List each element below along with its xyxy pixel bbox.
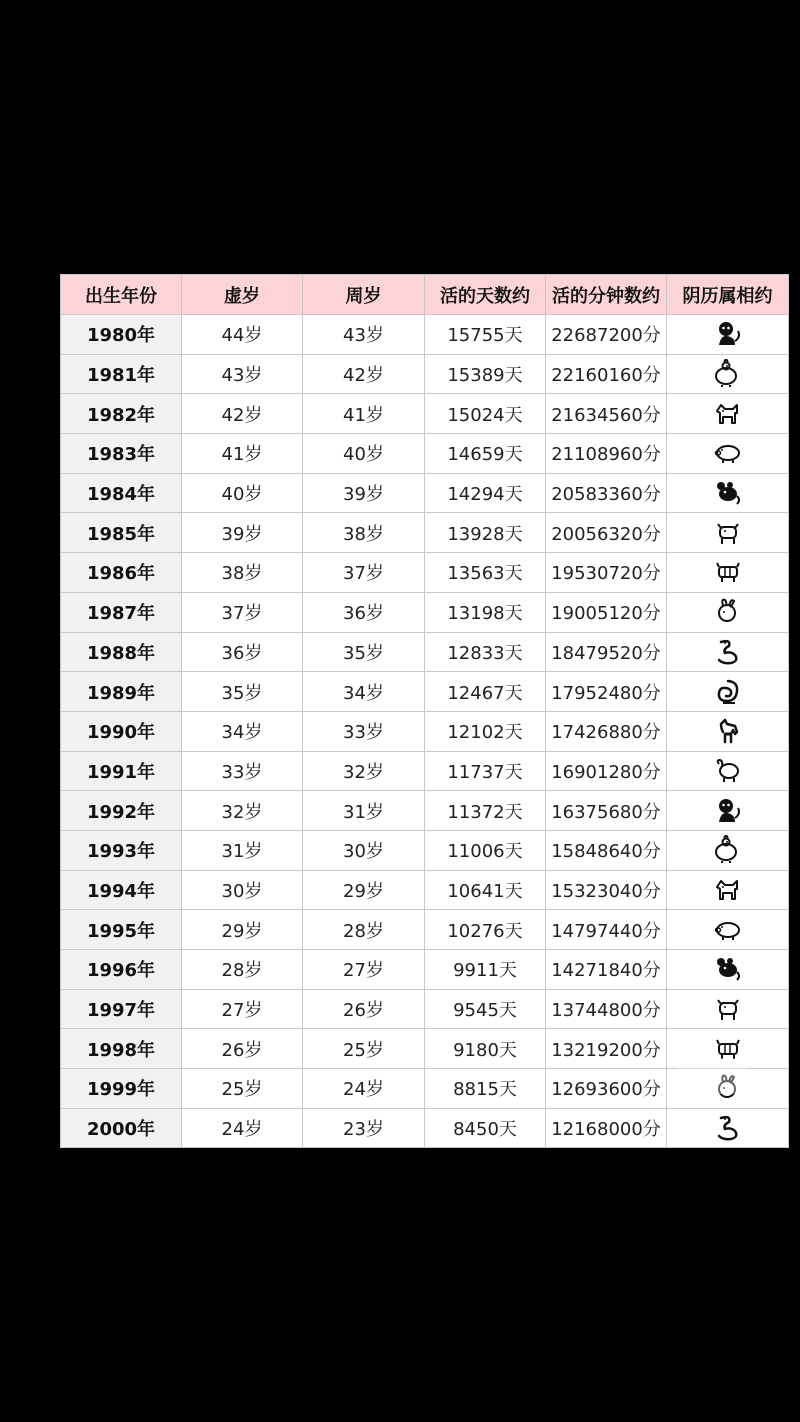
minutes-cell: 19530720分	[546, 553, 667, 593]
zodiac-cell	[667, 830, 789, 870]
days-cell: 13563天	[425, 553, 546, 593]
dragon-icon	[667, 1113, 788, 1143]
zodiac-cell	[667, 553, 789, 593]
zhousui-cell: 29岁	[303, 870, 425, 910]
tiger-icon	[667, 557, 788, 587]
zodiac-cell	[667, 910, 789, 950]
xusui-cell: 26岁	[182, 1029, 303, 1069]
days-cell: 11737天	[425, 751, 546, 791]
zodiac-cell	[667, 1108, 789, 1148]
zhousui-cell: 37岁	[303, 553, 425, 593]
birth-year-cell: 1982年	[61, 394, 182, 434]
xusui-cell: 38岁	[182, 553, 303, 593]
zodiac-cell	[667, 751, 789, 791]
header-zodiac: 阴历属相约	[667, 275, 789, 315]
table-row	[61, 751, 789, 791]
header-days: 活的天数约	[425, 275, 546, 315]
table-row	[61, 830, 789, 870]
zhousui-cell: 42岁	[303, 354, 425, 394]
minutes-cell: 14271840分	[546, 950, 667, 990]
days-cell: 9911天	[425, 950, 546, 990]
zodiac-cell	[667, 434, 789, 474]
days-cell: 15755天	[425, 315, 546, 355]
table-row	[61, 672, 789, 712]
birth-year-cell: 1985年	[61, 513, 182, 553]
days-cell: 8450天	[425, 1108, 546, 1148]
birth-year-cell: 1983年	[61, 434, 182, 474]
birth-year-cell: 1994年	[61, 870, 182, 910]
rabbit-icon	[667, 597, 788, 627]
xusui-cell: 32岁	[182, 791, 303, 831]
minutes-cell: 12693600分	[546, 1069, 667, 1109]
zhousui-cell: 34岁	[303, 672, 425, 712]
table-row	[61, 1108, 789, 1148]
birth-year-cell: 1996年	[61, 950, 182, 990]
zodiac-cell	[667, 870, 789, 910]
table-row	[61, 870, 789, 910]
minutes-cell: 18479520分	[546, 632, 667, 672]
table-row	[61, 394, 789, 434]
days-cell: 10276天	[425, 910, 546, 950]
table-body	[61, 315, 789, 1148]
minutes-cell: 22687200分	[546, 315, 667, 355]
horse-icon	[667, 716, 788, 746]
birth-year-cell: 1984年	[61, 473, 182, 513]
birth-year-cell: 1987年	[61, 592, 182, 632]
zhousui-cell: 33岁	[303, 711, 425, 751]
zodiac-cell	[667, 632, 789, 672]
dragon-icon	[667, 637, 788, 667]
zodiac-cell	[667, 950, 789, 990]
header-xusui: 虚岁	[182, 275, 303, 315]
xusui-cell: 24岁	[182, 1108, 303, 1148]
zodiac-cell	[667, 473, 789, 513]
zodiac-cell	[667, 791, 789, 831]
ox-icon	[667, 994, 788, 1024]
table-row	[61, 473, 789, 513]
header-zhousui: 周岁	[303, 275, 425, 315]
zhousui-cell: 31岁	[303, 791, 425, 831]
pig-icon	[667, 438, 788, 468]
minutes-cell: 17952480分	[546, 672, 667, 712]
minutes-cell: 15323040分	[546, 870, 667, 910]
minutes-cell: 12168000分	[546, 1108, 667, 1148]
zhousui-cell: 38岁	[303, 513, 425, 553]
zodiac-cell	[667, 354, 789, 394]
header-birth-year: 出生年份	[61, 275, 182, 315]
zhousui-cell: 26岁	[303, 989, 425, 1029]
table-row	[61, 315, 789, 355]
zhousui-cell: 27岁	[303, 950, 425, 990]
zodiac-cell	[667, 711, 789, 751]
minutes-cell: 19005120分	[546, 592, 667, 632]
xusui-cell: 40岁	[182, 473, 303, 513]
table-row	[61, 711, 789, 751]
snake-icon	[667, 677, 788, 707]
minutes-cell: 20056320分	[546, 513, 667, 553]
zhousui-cell: 40岁	[303, 434, 425, 474]
zhousui-cell: 24岁	[303, 1069, 425, 1109]
zhousui-cell: 32岁	[303, 751, 425, 791]
rooster-icon	[667, 359, 788, 389]
xusui-cell: 41岁	[182, 434, 303, 474]
days-cell: 12102天	[425, 711, 546, 751]
table-row	[61, 1029, 789, 1069]
table-row	[61, 950, 789, 990]
zhousui-cell: 39岁	[303, 473, 425, 513]
xusui-cell: 44岁	[182, 315, 303, 355]
birth-year-cell: 1998年	[61, 1029, 182, 1069]
table-row	[61, 434, 789, 474]
birth-year-cell: 1990年	[61, 711, 182, 751]
xusui-cell: 33岁	[182, 751, 303, 791]
birth-year-cell: 2000年	[61, 1108, 182, 1148]
xusui-cell: 29岁	[182, 910, 303, 950]
age-table-container	[60, 274, 788, 1148]
xusui-cell: 27岁	[182, 989, 303, 1029]
table-row	[61, 553, 789, 593]
rat-icon	[667, 478, 788, 508]
days-cell: 14659天	[425, 434, 546, 474]
xusui-cell: 34岁	[182, 711, 303, 751]
days-cell: 15389天	[425, 354, 546, 394]
watermark-bubble	[676, 1058, 748, 1094]
table-row	[61, 910, 789, 950]
xusui-cell: 31岁	[182, 830, 303, 870]
header-minutes: 活的分钟数约	[546, 275, 667, 315]
zhousui-cell: 28岁	[303, 910, 425, 950]
monkey-icon	[667, 319, 788, 349]
days-cell: 13928天	[425, 513, 546, 553]
zodiac-cell	[667, 315, 789, 355]
table-row	[61, 354, 789, 394]
table-row	[61, 513, 789, 553]
zhousui-cell: 41岁	[303, 394, 425, 434]
days-cell: 12833天	[425, 632, 546, 672]
days-cell: 11372天	[425, 791, 546, 831]
birth-year-cell: 1995年	[61, 910, 182, 950]
birth-year-cell: 1997年	[61, 989, 182, 1029]
zodiac-cell	[667, 672, 789, 712]
minutes-cell: 21634560分	[546, 394, 667, 434]
minutes-cell: 15848640分	[546, 830, 667, 870]
days-cell: 14294天	[425, 473, 546, 513]
birth-year-cell: 1980年	[61, 315, 182, 355]
ox-icon	[667, 518, 788, 548]
zodiac-cell	[667, 592, 789, 632]
table-header-row	[61, 275, 789, 315]
zhousui-cell: 23岁	[303, 1108, 425, 1148]
days-cell: 8815天	[425, 1069, 546, 1109]
goat-icon	[667, 756, 788, 786]
minutes-cell: 22160160分	[546, 354, 667, 394]
table-row	[61, 592, 789, 632]
table-row	[61, 791, 789, 831]
table-row	[61, 632, 789, 672]
xusui-cell: 42岁	[182, 394, 303, 434]
days-cell: 15024天	[425, 394, 546, 434]
zodiac-cell	[667, 394, 789, 434]
pig-icon	[667, 915, 788, 945]
xusui-cell: 43岁	[182, 354, 303, 394]
xusui-cell: 39岁	[182, 513, 303, 553]
zhousui-cell: 43岁	[303, 315, 425, 355]
birth-year-cell: 1981年	[61, 354, 182, 394]
birth-year-cell: 1991年	[61, 751, 182, 791]
minutes-cell: 13219200分	[546, 1029, 667, 1069]
rat-icon	[667, 954, 788, 984]
minutes-cell: 14797440分	[546, 910, 667, 950]
birth-year-cell: 1999年	[61, 1069, 182, 1109]
rooster-icon	[667, 835, 788, 865]
xusui-cell: 30岁	[182, 870, 303, 910]
zodiac-cell	[667, 989, 789, 1029]
minutes-cell: 13744800分	[546, 989, 667, 1029]
birth-year-cell: 1988年	[61, 632, 182, 672]
xusui-cell: 25岁	[182, 1069, 303, 1109]
days-cell: 11006天	[425, 830, 546, 870]
days-cell: 9180天	[425, 1029, 546, 1069]
birth-year-cell: 1993年	[61, 830, 182, 870]
dog-icon	[667, 399, 788, 429]
table-row	[61, 989, 789, 1029]
days-cell: 10641天	[425, 870, 546, 910]
birth-year-cell: 1989年	[61, 672, 182, 712]
xusui-cell: 36岁	[182, 632, 303, 672]
dog-icon	[667, 875, 788, 905]
days-cell: 9545天	[425, 989, 546, 1029]
birth-year-cell: 1986年	[61, 553, 182, 593]
days-cell: 12467天	[425, 672, 546, 712]
xusui-cell: 28岁	[182, 950, 303, 990]
days-cell: 13198天	[425, 592, 546, 632]
xusui-cell: 35岁	[182, 672, 303, 712]
zodiac-cell	[667, 513, 789, 553]
minutes-cell: 16901280分	[546, 751, 667, 791]
zhousui-cell: 30岁	[303, 830, 425, 870]
xusui-cell: 37岁	[182, 592, 303, 632]
minutes-cell: 16375680分	[546, 791, 667, 831]
monkey-icon	[667, 796, 788, 826]
birth-year-cell: 1992年	[61, 791, 182, 831]
age-table	[60, 274, 789, 1148]
minutes-cell: 21108960分	[546, 434, 667, 474]
zhousui-cell: 35岁	[303, 632, 425, 672]
minutes-cell: 20583360分	[546, 473, 667, 513]
zhousui-cell: 36岁	[303, 592, 425, 632]
minutes-cell: 17426880分	[546, 711, 667, 751]
zhousui-cell: 25岁	[303, 1029, 425, 1069]
